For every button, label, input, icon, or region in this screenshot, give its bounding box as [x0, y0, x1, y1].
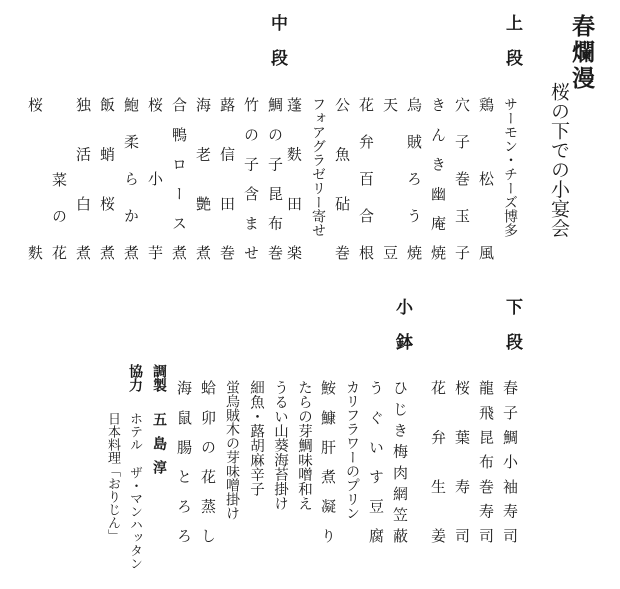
list-item: 穴子巻玉子: [453, 97, 471, 260]
section-heading-kobachi: 小鉢: [392, 298, 412, 368]
list-item: 蛍烏賊木の芽味噌掛け: [224, 380, 240, 520]
list-item: サーモン・チーズ博多: [502, 97, 518, 237]
list-item: 鯛の子昆布巻: [266, 97, 284, 260]
list-item: フォアグラゼリー寄せ: [310, 97, 326, 237]
credit-cooperation-restaurant: 日本料理「おりじん」: [105, 412, 120, 542]
list-item: 独活白煮: [74, 97, 92, 260]
list-item: 海鼠腸とろろ: [175, 380, 193, 543]
section-heading-gedan: 下段: [502, 298, 522, 368]
list-item: 蛤卯の花蒸し: [199, 380, 217, 543]
list-item: 蕗信田巻: [218, 97, 236, 260]
section-heading-chudan: 中段: [267, 14, 287, 84]
list-item: きんき幽庵焼: [429, 97, 447, 260]
list-item: 花弁生姜: [429, 380, 447, 543]
list-item: うぐいす豆腐: [367, 380, 385, 543]
list-item: 春子鯛小袖寿司: [501, 380, 519, 543]
credit-cooperation-hotel: ホテル ザ・マンハッタン: [127, 412, 142, 570]
list-item: 天豆: [381, 97, 399, 260]
menu-subtitle: 桜の下での小宴会: [548, 82, 570, 238]
list-item: 細魚・蕗胡麻辛子: [248, 380, 264, 496]
credit-prepared-name: 五島淳: [151, 412, 167, 484]
list-item: たらの芽鯛味噌和え: [296, 380, 312, 511]
section-heading-jodan: 上段: [502, 14, 522, 84]
list-item: 龍飛昆布巻寿司: [477, 380, 495, 543]
list-item: 桜葉寿司: [453, 380, 471, 543]
list-item: 飯蛸桜煮: [98, 97, 116, 260]
list-item: 桜麩: [26, 97, 44, 260]
credit-cooperation-label: 協力: [127, 364, 143, 392]
list-item: 烏賊ろう焼: [405, 97, 423, 260]
menu-title: 春爛漫: [568, 14, 595, 92]
list-item: 桜小芋: [146, 97, 164, 260]
list-item: 鮟鱇肝煮凝り: [319, 380, 337, 543]
list-item: カリフラワーのプリン: [344, 380, 360, 520]
list-item: 海老艶煮: [194, 97, 212, 260]
list-item: 公魚砧巻: [333, 97, 351, 260]
credit-prepared-label: 調製: [151, 364, 167, 392]
list-item: 鶏松風: [477, 97, 495, 260]
list-item: ひじき梅肉網笠蔽: [391, 380, 409, 543]
list-item: 竹の子含ませ: [242, 97, 260, 260]
list-item: うるい山葵海苔掛け: [272, 380, 288, 511]
list-item: 合鴨ロース煮: [170, 97, 188, 260]
list-item: 鮑柔らか煮: [122, 97, 140, 260]
list-item: 蓬麩田楽: [285, 97, 303, 260]
list-item: 花弁百合根: [357, 97, 375, 260]
list-item: 菜の花: [50, 172, 68, 260]
